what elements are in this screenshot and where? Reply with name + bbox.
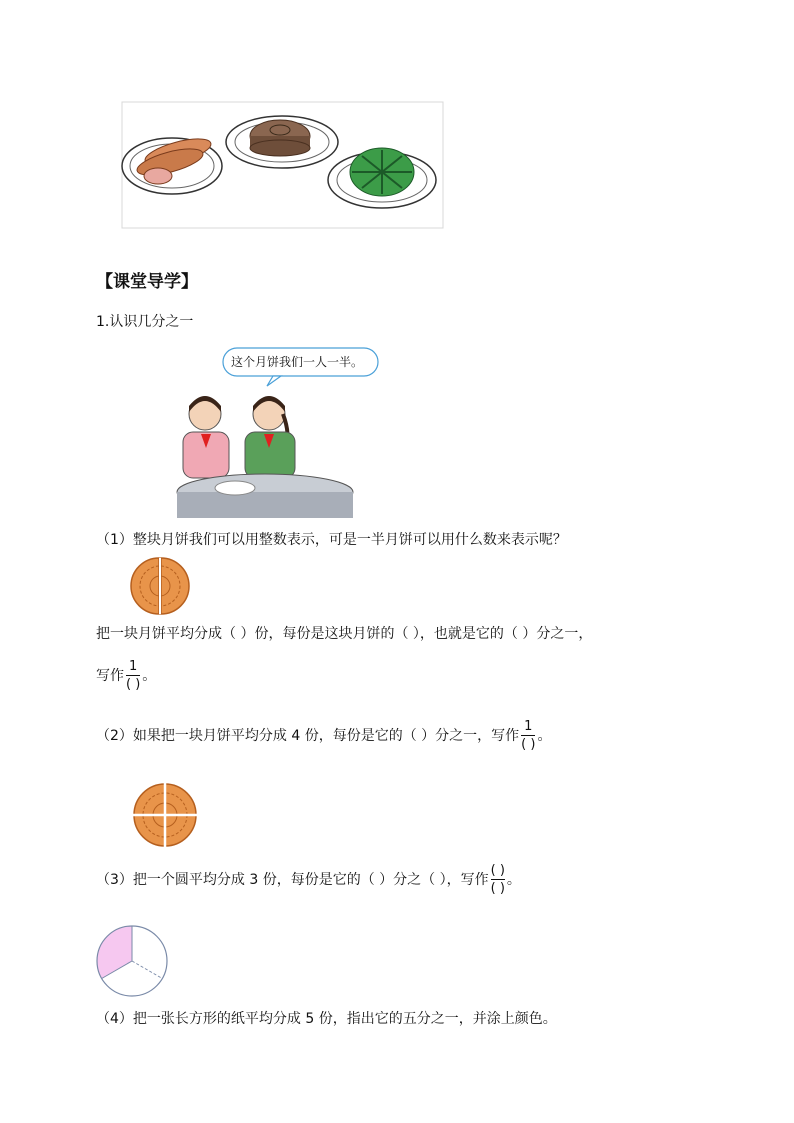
section-heading: 【课堂导学】 xyxy=(96,272,198,292)
fraction-bar xyxy=(126,675,140,676)
question-3-line xyxy=(96,864,521,895)
write-prefix: 写作 xyxy=(96,667,124,684)
fraction-one-over-blank xyxy=(126,660,140,691)
question-1-text: （1）整块月饼我们可以用整数表示，可是一半月饼可以用什么数来表示呢？ xyxy=(96,532,567,548)
girls-sharing-illustration xyxy=(145,344,385,520)
fraction-one-over-blank xyxy=(521,720,535,751)
question-1-fill-line: 把一块月饼平均分成（ ）份，每份是这块月饼的（ ），也就是它的（ ）分之一， xyxy=(96,626,593,642)
sentence-end: 。 xyxy=(142,667,157,684)
speech-bubble-text: 这个月饼我们一人一半。 xyxy=(231,355,364,369)
sentence-end: 。 xyxy=(506,871,521,888)
question-2-line xyxy=(96,720,551,751)
fraction-numerator: ( ) xyxy=(490,863,505,878)
question-3-text: （3）把一个圆平均分成 3 份，每份是它的（ ）分之（ ），写作 xyxy=(96,871,489,888)
fraction-numerator: 1 xyxy=(129,659,138,674)
sentence-end: 。 xyxy=(537,727,552,744)
fraction-denominator: ( ) xyxy=(490,881,505,896)
item-1-title: 1.认识几分之一 xyxy=(96,314,194,330)
mooncake-quarters-image xyxy=(132,782,198,848)
fraction-numerator: 1 xyxy=(524,719,533,734)
food-plates-illustration xyxy=(120,100,445,230)
fraction-bar xyxy=(491,879,505,880)
fraction-blank-over-blank xyxy=(491,864,505,895)
fraction-bar xyxy=(521,735,535,736)
circle-thirds-diagram xyxy=(94,924,170,998)
question-2-text: （2）如果把一块月饼平均分成 4 份，每份是它的（ ）分之一，写作 xyxy=(96,727,520,744)
question-1-write-line xyxy=(96,660,156,691)
fraction-denominator: ( ) xyxy=(521,737,536,752)
fraction-denominator: ( ) xyxy=(126,677,141,692)
mooncake-halves-image xyxy=(128,556,192,616)
question-4-text: （4）把一张长方形的纸平均分成 5 份，指出它的五分之一，并涂上颜色。 xyxy=(96,1011,557,1027)
